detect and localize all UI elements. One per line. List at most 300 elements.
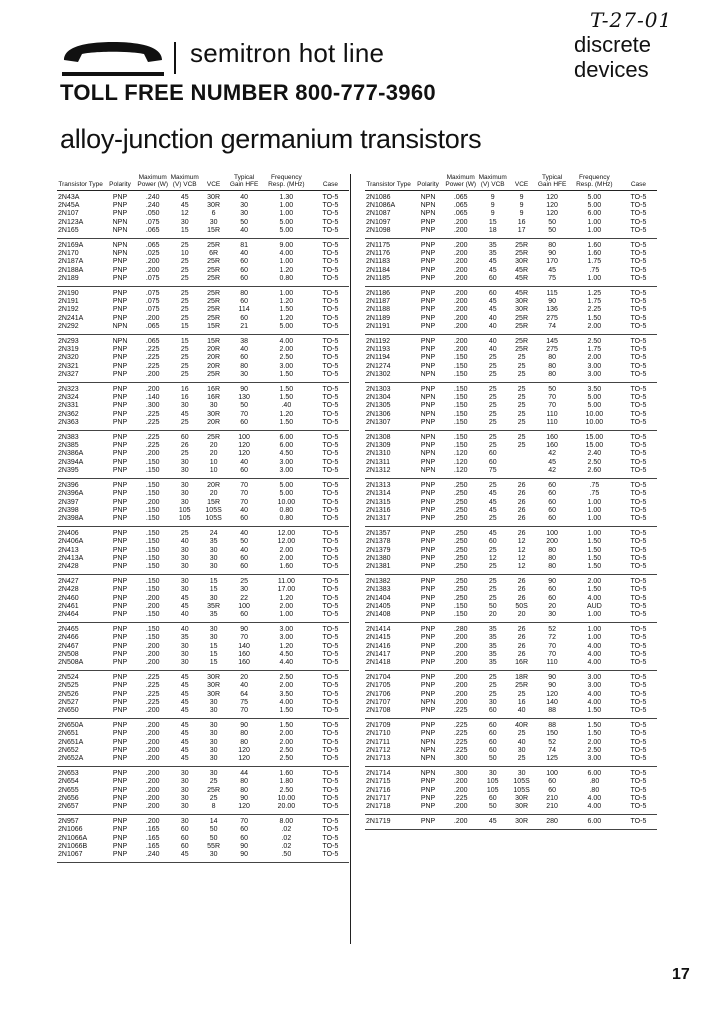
table-cell: 2N1191 bbox=[366, 322, 391, 330]
header-power: Maximum Power (W) bbox=[444, 174, 478, 191]
table-cell: 2N652 bbox=[58, 746, 79, 754]
table-cell: .150 bbox=[453, 418, 468, 426]
table-cell: PNP bbox=[112, 498, 128, 506]
table-cell: 90 bbox=[548, 250, 556, 258]
table-cell: .225 bbox=[145, 698, 160, 706]
table-cell: 1.20 bbox=[279, 410, 294, 418]
table-row bbox=[365, 287, 657, 299]
table-cell: 30 bbox=[180, 658, 189, 666]
table-cell: 26 bbox=[517, 594, 526, 602]
table-cell: PNP bbox=[420, 602, 436, 610]
table-cell: .225 bbox=[145, 434, 160, 442]
table-cell: PNP bbox=[112, 434, 128, 442]
table-cell: 35 bbox=[488, 250, 497, 258]
table-cell: PNP bbox=[420, 290, 436, 298]
table-cell: 25 bbox=[180, 354, 189, 362]
table-cell: .150 bbox=[145, 562, 160, 570]
table-row bbox=[57, 383, 349, 395]
table-cell: 15 bbox=[488, 218, 497, 226]
row-group bbox=[57, 575, 349, 623]
table-row bbox=[365, 755, 657, 767]
table-cell: 45 bbox=[488, 306, 497, 314]
table-cell: .150 bbox=[453, 410, 468, 418]
table-cell: 2.00 bbox=[279, 738, 294, 746]
table-cell: 30R bbox=[515, 803, 528, 810]
table-cell: 25 bbox=[488, 418, 497, 426]
table-row bbox=[365, 191, 657, 203]
table-cell: .065 bbox=[145, 226, 160, 234]
table-cell: PNP bbox=[420, 722, 436, 730]
table-cell: 30 bbox=[240, 586, 248, 594]
table-cell: TO-5 bbox=[630, 738, 647, 746]
table-cell: 4.00 bbox=[279, 338, 294, 346]
table-row bbox=[57, 202, 349, 210]
table-cell: 1.30 bbox=[279, 194, 294, 201]
table-cell: .150 bbox=[453, 362, 468, 370]
table-cell: .150 bbox=[145, 546, 160, 554]
row-group bbox=[365, 239, 657, 287]
table-cell: TO-5 bbox=[630, 314, 647, 322]
table-row bbox=[365, 815, 657, 830]
table-cell: 60 bbox=[548, 586, 556, 594]
table-cell: 18 bbox=[488, 226, 497, 234]
table-row bbox=[57, 787, 349, 795]
table-cell: 10.00 bbox=[277, 498, 296, 506]
table-cell: PNP bbox=[112, 610, 128, 618]
table-cell: 4.00 bbox=[587, 658, 602, 666]
table-cell: 45 bbox=[180, 674, 189, 682]
table-cell: TO-5 bbox=[630, 194, 647, 201]
table-row bbox=[365, 611, 657, 623]
table-cell: TO-5 bbox=[630, 682, 647, 690]
table-cell: 60 bbox=[240, 314, 248, 322]
table-row bbox=[365, 682, 657, 690]
table-cell: 1.80 bbox=[279, 778, 294, 786]
table-cell: 2N191 bbox=[58, 298, 79, 306]
table-cell: 60 bbox=[488, 746, 497, 754]
table-cell: 15 bbox=[180, 226, 189, 234]
table-cell: 25 bbox=[517, 754, 526, 762]
table-cell: 2N1176 bbox=[366, 250, 391, 258]
table-cell: .075 bbox=[145, 290, 160, 298]
table-row bbox=[365, 394, 657, 402]
table-cell: 80 bbox=[240, 362, 248, 370]
table-cell: PNP bbox=[112, 314, 128, 322]
table-cell: NPN bbox=[420, 410, 436, 418]
table-cell: 2N1714 bbox=[366, 770, 391, 778]
table-cell: 45 bbox=[180, 754, 189, 762]
table-cell: 2N324 bbox=[58, 394, 79, 402]
table-cell: NPN bbox=[420, 466, 436, 474]
table-cell: 60 bbox=[488, 730, 497, 738]
table-cell: 45 bbox=[548, 266, 556, 274]
table-cell: 1.75 bbox=[587, 298, 602, 306]
table-cell: 120 bbox=[238, 442, 250, 450]
table-cell: TO-5 bbox=[322, 602, 339, 610]
table-cell: 45 bbox=[180, 722, 189, 730]
table-cell: 2N1710 bbox=[366, 730, 391, 738]
table-cell: 3.00 bbox=[279, 458, 294, 466]
table-cell: PNP bbox=[112, 730, 128, 738]
table-cell: 40 bbox=[180, 610, 189, 618]
table-cell: 150 bbox=[546, 730, 558, 738]
row-group bbox=[365, 191, 657, 239]
table-cell: TO-5 bbox=[322, 746, 339, 754]
table-cell: .150 bbox=[145, 626, 160, 634]
table-cell: .075 bbox=[145, 306, 160, 314]
table-cell: TO-5 bbox=[322, 682, 339, 690]
table-cell: 16 bbox=[180, 394, 189, 402]
table-cell: 2N1309 bbox=[366, 442, 391, 450]
table-cell: 30 bbox=[209, 634, 218, 642]
table-cell: 35 bbox=[209, 538, 218, 546]
table-cell: TO-5 bbox=[630, 690, 647, 698]
table-cell: TO-5 bbox=[630, 698, 647, 706]
table-cell: 30 bbox=[180, 818, 189, 826]
table-row bbox=[365, 767, 657, 779]
table-cell: NPN bbox=[112, 218, 128, 226]
table-cell: 2N293 bbox=[58, 338, 79, 346]
table-cell: 1.50 bbox=[279, 306, 294, 314]
header-polarity: Polarity bbox=[104, 174, 136, 191]
table-cell: 2N1311 bbox=[366, 458, 391, 466]
table-cell: 275 bbox=[546, 346, 558, 354]
table-cell: 2N1417 bbox=[366, 650, 391, 658]
table-row bbox=[57, 755, 349, 767]
table-row bbox=[365, 699, 657, 707]
table-row bbox=[57, 275, 349, 287]
table-row bbox=[365, 586, 657, 594]
table-cell: 25 bbox=[488, 370, 497, 378]
table-cell: 25 bbox=[488, 362, 497, 370]
table-cell: PNP bbox=[112, 650, 128, 658]
table-row bbox=[57, 851, 349, 863]
table-cell: 15R bbox=[207, 498, 220, 506]
table-cell: 26 bbox=[517, 578, 526, 586]
table-cell: 60 bbox=[488, 458, 497, 466]
category-label bbox=[574, 32, 652, 82]
table-row bbox=[365, 778, 657, 786]
table-cell: 60 bbox=[240, 258, 248, 266]
table-cell: 2N321 bbox=[58, 362, 79, 370]
table-cell: TO-5 bbox=[630, 562, 647, 570]
table-cell: 3.00 bbox=[587, 674, 602, 682]
table-cell: TO-5 bbox=[322, 690, 339, 698]
table-cell: .150 bbox=[453, 354, 468, 362]
table-cell: 2N1305 bbox=[366, 402, 391, 410]
table-cell: TO-5 bbox=[630, 626, 647, 634]
table-cell: 200 bbox=[546, 538, 558, 546]
table-cell: TO-5 bbox=[630, 410, 647, 418]
table-cell: 2N292 bbox=[58, 322, 79, 330]
table-row bbox=[365, 258, 657, 266]
table-cell: 2.25 bbox=[587, 306, 602, 314]
table-cell: 1.60 bbox=[279, 770, 294, 778]
table-cell: PNP bbox=[112, 746, 128, 754]
table-cell: 70 bbox=[240, 490, 248, 498]
table-cell: 4.40 bbox=[279, 658, 294, 666]
table-row bbox=[57, 499, 349, 507]
table-cell: 25R bbox=[207, 290, 220, 298]
table-cell: 2N1187 bbox=[366, 298, 391, 306]
table-cell: 2N188A bbox=[58, 266, 84, 274]
table-cell: .165 bbox=[145, 826, 160, 834]
table-cell: 2.60 bbox=[587, 466, 602, 474]
table-cell: 50 bbox=[209, 826, 218, 834]
table-cell: 2N1715 bbox=[366, 778, 391, 786]
table-row bbox=[57, 346, 349, 354]
table-cell: 50 bbox=[548, 386, 556, 394]
table-cell: PNP bbox=[112, 682, 128, 690]
table-cell: TO-5 bbox=[322, 722, 339, 730]
table-row bbox=[57, 363, 349, 371]
table-cell: .200 bbox=[145, 746, 160, 754]
table-cell: 1.00 bbox=[279, 210, 294, 218]
table-cell: 2N527 bbox=[58, 698, 79, 706]
table-cell: PNP bbox=[420, 338, 436, 346]
table-cell: 50 bbox=[488, 602, 497, 610]
header-vcb: Maximum (V) VCB bbox=[170, 174, 200, 191]
table-cell: .150 bbox=[453, 442, 468, 450]
table-cell: 2N526 bbox=[58, 690, 79, 698]
header-polarity: Polarity bbox=[412, 174, 444, 191]
table-cell: .225 bbox=[453, 746, 468, 754]
table-cell: 45 bbox=[548, 458, 556, 466]
table-row bbox=[365, 467, 657, 479]
table-cell: .150 bbox=[145, 490, 160, 498]
table-cell: 2N398A bbox=[58, 514, 84, 522]
table-cell: NPN bbox=[420, 738, 436, 746]
table-cell: 2.50 bbox=[279, 354, 294, 362]
table-cell: 26 bbox=[517, 634, 526, 642]
table-cell: TO-5 bbox=[322, 218, 339, 226]
table-cell: 30R bbox=[515, 258, 528, 266]
table-cell: TO-5 bbox=[630, 594, 647, 602]
table-cell: 2N460 bbox=[58, 594, 79, 602]
table-cell: .02 bbox=[281, 834, 292, 842]
table-cell: 280 bbox=[546, 818, 558, 826]
table-cell: TO-5 bbox=[322, 458, 339, 466]
table-cell: .225 bbox=[145, 410, 160, 418]
table-cell: 25 bbox=[517, 362, 526, 370]
table-cell: 60 bbox=[488, 794, 497, 802]
header-case: Case bbox=[620, 174, 657, 191]
table-cell: PNP bbox=[112, 842, 128, 850]
table-cell: .150 bbox=[145, 634, 160, 642]
table-cell: 2N653 bbox=[58, 770, 79, 778]
table-cell: .200 bbox=[145, 730, 160, 738]
table-cell: 2N525 bbox=[58, 682, 79, 690]
table-cell: 26 bbox=[517, 642, 526, 650]
table-cell: 6.00 bbox=[279, 434, 294, 442]
table-cell: 42 bbox=[548, 466, 556, 474]
table-cell: 60 bbox=[548, 514, 556, 522]
table-cell: TO-5 bbox=[322, 546, 339, 554]
table-cell: 60 bbox=[548, 498, 556, 506]
table-cell: 10 bbox=[180, 250, 189, 258]
row-group bbox=[57, 671, 349, 719]
table-cell: .150 bbox=[145, 466, 160, 474]
table-cell: 2N1086 bbox=[366, 194, 391, 201]
table-cell: .200 bbox=[453, 642, 468, 650]
table-cell: PNP bbox=[112, 458, 128, 466]
table-cell: 2N427 bbox=[58, 578, 79, 586]
table-cell: 20 bbox=[488, 610, 497, 618]
table-cell: 2N1184 bbox=[366, 266, 391, 274]
table-cell: 4.50 bbox=[279, 650, 294, 658]
table-cell: .200 bbox=[145, 770, 160, 778]
table-cell: PNP bbox=[420, 706, 436, 714]
table-cell: 25R bbox=[207, 306, 220, 314]
table-row bbox=[57, 267, 349, 275]
table-cell: .240 bbox=[145, 851, 160, 859]
row-group bbox=[365, 287, 657, 335]
table-cell: 100 bbox=[546, 530, 558, 538]
table-cell: PNP bbox=[112, 658, 128, 666]
table-row bbox=[57, 315, 349, 323]
row-group bbox=[365, 815, 657, 830]
table-cell: .200 bbox=[453, 674, 468, 682]
table-cell: 60 bbox=[548, 482, 556, 490]
table-cell: 2N1379 bbox=[366, 546, 391, 554]
table-cell: TO-5 bbox=[322, 650, 339, 658]
table-cell: TO-5 bbox=[322, 794, 339, 802]
table-cell: 72 bbox=[548, 634, 556, 642]
table-cell: PNP bbox=[112, 266, 128, 274]
table-cell: PNP bbox=[112, 706, 128, 714]
table-cell: 1.20 bbox=[279, 594, 294, 602]
table-cell: 80 bbox=[240, 778, 248, 786]
table-cell: .150 bbox=[453, 402, 468, 410]
table-cell: .200 bbox=[453, 242, 468, 250]
table-cell: PNP bbox=[112, 634, 128, 642]
table-cell: 70 bbox=[240, 498, 248, 506]
table-cell: 12 bbox=[180, 210, 189, 218]
table-cell: TO-5 bbox=[322, 770, 339, 778]
table-cell: 10.00 bbox=[585, 410, 604, 418]
table-cell: 45 bbox=[180, 706, 189, 714]
table-cell: 1.00 bbox=[587, 626, 602, 634]
table-cell: 2N1314 bbox=[366, 490, 391, 498]
table-cell: 20 bbox=[517, 610, 526, 618]
table-cell: PNP bbox=[420, 506, 436, 514]
header-type: Transistor Type bbox=[365, 174, 412, 191]
table-cell: 105 bbox=[178, 506, 191, 514]
table-cell: TO-5 bbox=[322, 450, 339, 458]
table-cell: 5.00 bbox=[279, 490, 294, 498]
table-cell: 25 bbox=[180, 314, 189, 322]
row-group bbox=[57, 335, 349, 383]
table-row bbox=[57, 210, 349, 218]
table-cell: 30 bbox=[209, 402, 218, 410]
table-cell: TO-5 bbox=[630, 482, 647, 490]
table-cell: 25 bbox=[488, 410, 497, 418]
table-cell: 25 bbox=[488, 442, 497, 450]
table-cell: 15R bbox=[207, 322, 220, 330]
table-cell: 25 bbox=[488, 690, 497, 698]
table-cell: .150 bbox=[453, 370, 468, 378]
table-cell: 21 bbox=[240, 322, 248, 330]
table-cell: 210 bbox=[546, 794, 558, 802]
table-cell: 80 bbox=[240, 730, 248, 738]
table-cell: 30 bbox=[209, 626, 218, 634]
table-cell: 2N1313 bbox=[366, 482, 391, 490]
table-cell: 2N1087 bbox=[366, 210, 391, 218]
table-cell: 25 bbox=[180, 450, 189, 458]
table-cell: 105 bbox=[486, 778, 499, 786]
table-cell: .40 bbox=[281, 402, 292, 410]
table-cell: 16R bbox=[515, 658, 528, 666]
table-cell: 1.50 bbox=[587, 730, 602, 738]
table-cell: 60 bbox=[548, 594, 556, 602]
table-cell: 1.50 bbox=[587, 722, 602, 730]
table-row bbox=[57, 431, 349, 443]
table-cell: .200 bbox=[145, 498, 160, 506]
table-cell: 2N406A bbox=[58, 538, 84, 546]
table-cell: 2N1704 bbox=[366, 674, 391, 682]
table-cell: 16 bbox=[180, 386, 189, 394]
table-cell: 2N656 bbox=[58, 794, 79, 802]
table-cell: 15R bbox=[207, 226, 220, 234]
table-cell: 40 bbox=[240, 682, 248, 690]
table-row bbox=[365, 538, 657, 546]
table-cell: TO-5 bbox=[322, 362, 339, 370]
table-cell: 25 bbox=[488, 402, 497, 410]
table-cell: TO-5 bbox=[630, 226, 647, 234]
table-cell: 25R bbox=[515, 682, 528, 690]
table-cell: NPN bbox=[420, 746, 436, 754]
table-cell: 5.00 bbox=[587, 402, 602, 410]
table-cell: 15.00 bbox=[585, 442, 604, 450]
table-cell: 100 bbox=[238, 602, 250, 610]
table-cell: 25 bbox=[180, 418, 189, 426]
table-cell: 2N464 bbox=[58, 610, 79, 618]
table-cell: TO-5 bbox=[322, 250, 339, 258]
table-cell: 42 bbox=[548, 450, 556, 458]
table-row bbox=[57, 335, 349, 347]
table-cell: 50 bbox=[240, 218, 248, 226]
table-cell: 30 bbox=[548, 610, 556, 618]
table-cell: TO-5 bbox=[322, 386, 339, 394]
table-cell: .065 bbox=[145, 322, 160, 330]
table-cell: 45R bbox=[515, 290, 528, 298]
table-cell: 25 bbox=[517, 370, 526, 378]
table-cell: 2N1066B bbox=[58, 842, 88, 850]
table-row bbox=[57, 191, 349, 203]
table-row bbox=[57, 402, 349, 410]
table-cell: TO-5 bbox=[630, 386, 647, 394]
table-cell: 2N1408 bbox=[366, 610, 391, 618]
table-cell: .200 bbox=[145, 642, 160, 650]
table-cell: TO-5 bbox=[322, 226, 339, 234]
table-cell: PNP bbox=[420, 586, 436, 594]
table-cell: 2N406 bbox=[58, 530, 79, 538]
table-cell: 30R bbox=[515, 794, 528, 802]
table-cell: .200 bbox=[453, 298, 468, 306]
table-row bbox=[365, 803, 657, 815]
table-cell: .200 bbox=[453, 226, 468, 234]
table-row bbox=[57, 611, 349, 623]
table-cell: 30R bbox=[207, 194, 220, 201]
table-cell: TO-5 bbox=[322, 778, 339, 786]
table-row bbox=[57, 739, 349, 747]
table-cell: 35R bbox=[207, 602, 220, 610]
table-cell: PNP bbox=[112, 602, 128, 610]
table-cell: TO-5 bbox=[322, 786, 339, 794]
table-cell: 2N465 bbox=[58, 626, 79, 634]
table-cell: .200 bbox=[453, 682, 468, 690]
table-cell: 30R bbox=[207, 410, 220, 418]
